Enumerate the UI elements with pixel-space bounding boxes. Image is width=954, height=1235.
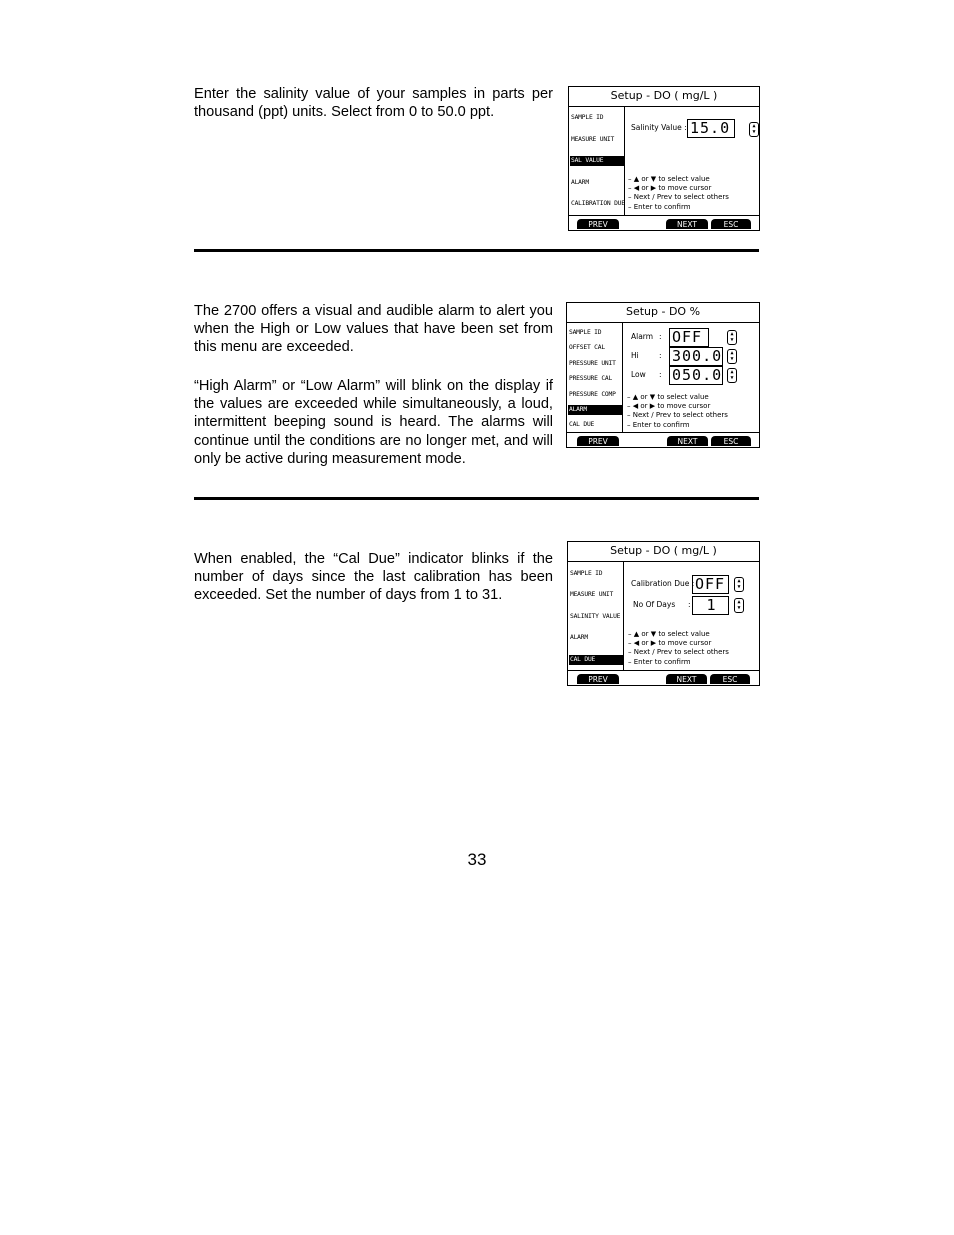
up-down-arrows-icon[interactable]: ▲ ▼ (727, 330, 737, 345)
help-text: – ▲ or ▼ to select value – ◀ or ▶ to move cursor – Next / Prev to select others – Enter to confirm (627, 393, 728, 429)
menu-item-sal-value[interactable]: SAL VALUE (570, 156, 625, 166)
salinity-screen (568, 86, 760, 231)
low-alarm-field[interactable]: 050.0 (669, 366, 723, 385)
esc-button[interactable]: ESC (711, 436, 751, 446)
prev-button[interactable]: PREV (577, 674, 619, 684)
screen-footer (569, 215, 759, 230)
salinity-value-field[interactable]: 15.0 (687, 119, 735, 138)
cal-due-description: When enabled, the “Cal Due” indicator blinks if the number of days since the last calibration has been exceeded. Set the number of days from 1 to 31. (194, 551, 553, 604)
calibration-due-toggle[interactable]: OFF (692, 575, 729, 594)
alarm-behavior-text: “High Alarm” or “Low Alarm” will blink on the display if the values are exceeded while simultaneously, a loud, intermittent beeping sound is heard. The alarms will continue until the conditions are no longer met, and will only be active during measurement mode. (194, 378, 553, 467)
colon: : (659, 351, 662, 360)
section-divider (194, 497, 759, 500)
up-down-arrows-icon[interactable]: ▲ ▼ (734, 577, 744, 592)
calibration-due-label: Calibration Due : (631, 579, 695, 588)
setup-menu (568, 562, 624, 670)
menu-item-sample-id[interactable]: SAMPLE ID (571, 114, 604, 121)
alarm-screen (566, 302, 760, 448)
next-button[interactable]: NEXT (666, 674, 707, 684)
menu-item-measure-unit[interactable]: MEASURE UNIT (570, 591, 614, 598)
setup-menu (569, 107, 625, 215)
menu-item-alarm[interactable]: ALARM (570, 634, 588, 641)
alarm-label: Alarm (631, 332, 654, 341)
menu-item-pressure-cal[interactable]: PRESSURE CAL (569, 375, 613, 382)
menu-item-sample-id[interactable]: SAMPLE ID (570, 570, 603, 577)
menu-item-offset-cal[interactable]: OFFSET CAL (569, 344, 605, 351)
screen-title: Setup - DO ( mg/L ) (568, 542, 759, 562)
prev-button[interactable]: PREV (577, 436, 619, 446)
up-down-arrows-icon[interactable]: ▲ ▼ (749, 122, 759, 137)
hi-alarm-field[interactable]: 300.0 (669, 347, 723, 366)
menu-item-alarm[interactable]: ALARM (568, 405, 623, 415)
help-text: – ▲ or ▼ to select value – ◀ or ▶ to move cursor – Next / Prev to select others – Enter to confirm (628, 630, 729, 666)
days-value-field[interactable]: 1 (692, 596, 729, 615)
menu-item-pressure-unit[interactable]: PRESSURE UNIT (569, 360, 616, 367)
colon: : (659, 332, 662, 341)
menu-item-pressure-comp[interactable]: PRESSURE COMP (569, 391, 616, 398)
screen-footer (568, 670, 759, 685)
screen-title: Setup - DO ( mg/L ) (569, 87, 759, 107)
salinity-description: Enter the salinity value of your samples in parts per thousand (ppt) units. Select from 0 to 50.0 ppt. (194, 86, 553, 121)
menu-item-cal-due[interactable]: CAL DUE (569, 655, 624, 665)
section-divider (194, 249, 759, 252)
up-down-arrows-icon[interactable]: ▲ ▼ (727, 368, 737, 383)
next-button[interactable]: NEXT (667, 436, 708, 446)
days-label: No Of Days (633, 600, 676, 609)
screen-title: Setup - DO % (567, 303, 759, 323)
screen-footer (567, 432, 759, 447)
low-label: Low (631, 370, 646, 379)
esc-button[interactable]: ESC (710, 674, 750, 684)
cal-due-screen (567, 541, 760, 686)
next-button[interactable]: NEXT (666, 219, 708, 229)
setup-menu (567, 323, 623, 432)
page-number: 33 (467, 850, 487, 869)
help-text: – ▲ or ▼ to select value – ◀ or ▶ to move cursor – Next / Prev to select others – Enter to confirm (628, 175, 729, 211)
menu-item-cal-due[interactable]: CAL DUE (569, 421, 595, 428)
up-down-arrows-icon[interactable]: ▲ ▼ (734, 598, 744, 613)
alarm-toggle-field[interactable]: OFF (669, 328, 709, 347)
up-down-arrows-icon[interactable]: ▲ ▼ (727, 349, 737, 364)
esc-button[interactable]: ESC (711, 219, 751, 229)
menu-item-measure-unit[interactable]: MEASURE UNIT (571, 136, 615, 143)
menu-item-calibration-due[interactable]: CALIBRATION DUE (571, 200, 625, 207)
prev-button[interactable]: PREV (577, 219, 619, 229)
alarm-description: The 2700 offers a visual and audible alarm to alert you when the High or Low values that have been set from this menu are exceeded. (194, 303, 553, 356)
menu-item-alarm[interactable]: ALARM (571, 179, 589, 186)
menu-item-salinity-value[interactable]: SALINITY VALUE (570, 613, 621, 620)
menu-item-sample-id[interactable]: SAMPLE ID (569, 329, 602, 336)
colon: : (659, 370, 662, 379)
salinity-label: Salinity Value : (631, 123, 687, 132)
colon: : (688, 600, 691, 609)
hi-label: Hi (631, 351, 639, 360)
